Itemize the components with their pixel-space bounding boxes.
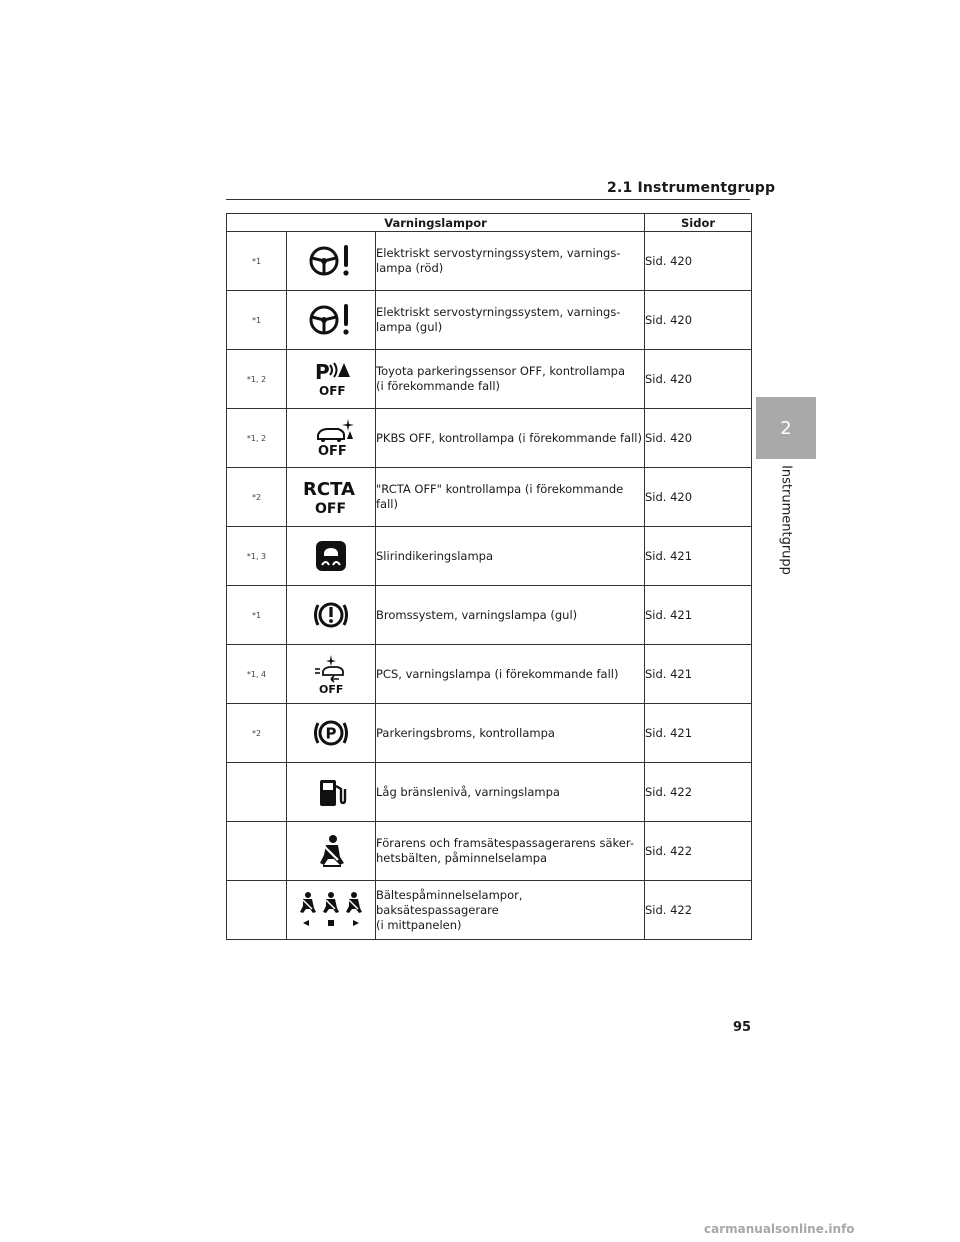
- page-reference[interactable]: Sid. 420: [645, 409, 752, 468]
- svg-text:OFF: OFF: [315, 501, 347, 517]
- chapter-label: Instrumentgrupp: [778, 465, 794, 575]
- chapter-number: 2: [780, 417, 792, 439]
- table-row: [227, 822, 752, 881]
- warning-lights-table: [226, 213, 752, 940]
- section-divider: [226, 199, 750, 200]
- table-row: [227, 468, 752, 527]
- slip-indicator-icon: [287, 527, 376, 586]
- page-reference[interactable]: Sid. 421: [645, 586, 752, 645]
- footnote-ref: [227, 881, 287, 940]
- table-row: [227, 409, 752, 468]
- header-pages: Sidor: [645, 214, 752, 232]
- page-reference[interactable]: Sid. 421: [645, 645, 752, 704]
- table-row: [227, 881, 752, 940]
- footnote-ref: *1, 2: [227, 350, 287, 409]
- footnote-ref: *1: [227, 232, 287, 291]
- page-reference[interactable]: Sid. 420: [645, 291, 752, 350]
- page-reference[interactable]: Sid. 420: [645, 232, 752, 291]
- footnote-ref: *1, 4: [227, 645, 287, 704]
- page-reference[interactable]: Sid. 421: [645, 704, 752, 763]
- page-reference[interactable]: Sid. 422: [645, 822, 752, 881]
- row-description: PKBS OFF, kontrollampa (i förekommande fall): [376, 409, 645, 468]
- parking-brake-icon: [287, 704, 376, 763]
- svg-text:P: P: [315, 360, 330, 384]
- row-description: Förarens och framsätespassagerarens säker- hetsbälten, påminnelselampa: [376, 822, 645, 881]
- page-reference[interactable]: Sid. 420: [645, 350, 752, 409]
- row-description: Elektriskt servostyrningssystem, varnings- lampa (gul): [376, 291, 645, 350]
- page-reference[interactable]: Sid. 421: [645, 527, 752, 586]
- chapter-tab[interactable]: [756, 397, 816, 459]
- row-description: "RCTA OFF" kontrollampa (i förekommande fall): [376, 468, 645, 527]
- rcta-off-icon: [287, 468, 376, 527]
- fuel-level-icon: [287, 763, 376, 822]
- footnote-ref: *1, 3: [227, 527, 287, 586]
- section-title: 2.1 Instrumentgrupp: [607, 180, 776, 196]
- footnote-ref: [227, 763, 287, 822]
- table-row: [227, 291, 752, 350]
- table-row: [227, 232, 752, 291]
- rear-seatbelt-icons: [287, 881, 376, 940]
- row-description: Elektriskt servostyrningssystem, varnings- lampa (röd): [376, 232, 645, 291]
- footnote-ref: *1, 2: [227, 409, 287, 468]
- svg-text:OFF: OFF: [319, 683, 344, 695]
- row-description: PCS, varningslampa (i förekommande fall): [376, 645, 645, 704]
- footnote-ref: *1: [227, 291, 287, 350]
- svg-text:P: P: [325, 724, 337, 743]
- watermark: carmanualsonline.info: [704, 1222, 855, 1236]
- footnote-ref: *1: [227, 586, 287, 645]
- svg-text:RCTA: RCTA: [303, 479, 355, 500]
- steering-warning-yellow-icon: [287, 291, 376, 350]
- header-warning-lights: Varningslampor: [227, 214, 645, 232]
- parking-sensor-off-icon: [287, 350, 376, 409]
- table-header-row: [227, 214, 752, 232]
- table-row: [227, 763, 752, 822]
- page-number: 95: [733, 1020, 752, 1035]
- pkbs-off-icon: [287, 409, 376, 468]
- footnote-ref: *2: [227, 704, 287, 763]
- seatbelt-icon: [287, 822, 376, 881]
- table-row: [227, 704, 752, 763]
- pcs-off-icon: [287, 645, 376, 704]
- footnote-ref: [227, 822, 287, 881]
- page-reference[interactable]: Sid. 422: [645, 763, 752, 822]
- row-description: Låg bränslenivå, varningslampa: [376, 763, 645, 822]
- svg-text:OFF: OFF: [318, 444, 347, 459]
- page-reference[interactable]: Sid. 420: [645, 468, 752, 527]
- svg-text:OFF: OFF: [319, 384, 346, 398]
- footnote-ref: *2: [227, 468, 287, 527]
- table-row: [227, 350, 752, 409]
- row-description: Bältespåminnelselampor, baksätespassagerare (i mittpanelen): [376, 881, 645, 940]
- table-row: [227, 586, 752, 645]
- table-row: [227, 645, 752, 704]
- row-description: Bromssystem, varningslampa (gul): [376, 586, 645, 645]
- page-reference[interactable]: Sid. 422: [645, 881, 752, 940]
- table-row: [227, 527, 752, 586]
- brake-warning-icon: [287, 586, 376, 645]
- row-description: Slirindikeringslampa: [376, 527, 645, 586]
- row-description: Toyota parkeringssensor OFF, kontrollampa (i förekommande fall): [376, 350, 645, 409]
- steering-warning-red-icon: [287, 232, 376, 291]
- row-description: Parkeringsbroms, kontrollampa: [376, 704, 645, 763]
